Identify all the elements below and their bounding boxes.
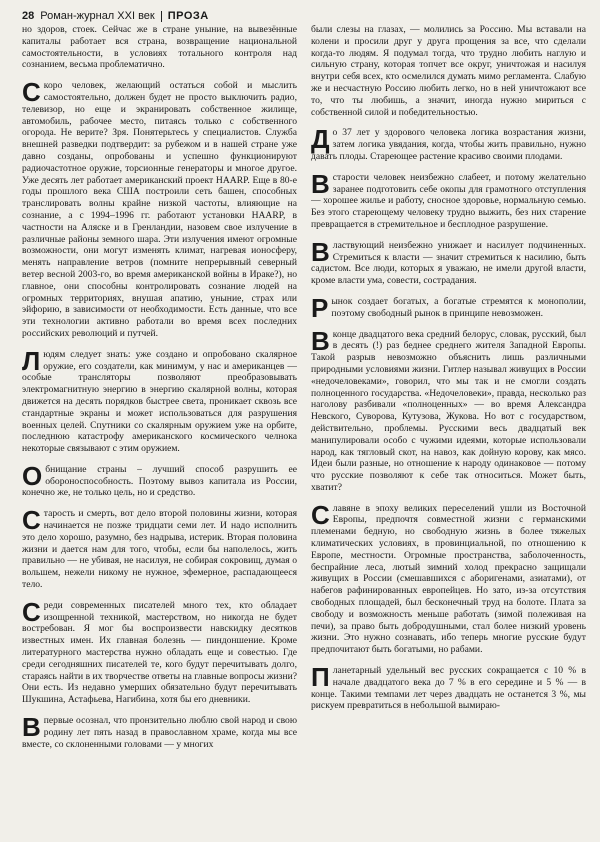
paragraph: Встарости человек неизбежно слабеет, и потому желательно заранее подготовить себе окопы для грамотного отступления — хорошее жилье и работу, сносное здоровье, нормальную семью. Без этого стареющему человеку трудно выжить, без них старение превращается в стремительное и бесплодное разрушение.: [311, 168, 586, 230]
magazine-title: Роман-журнал XXI век: [40, 10, 155, 22]
paragraph: Властвующий неизбежно унижает и насилует подчиненных. Стремиться к власти — значит стремиться к насилию, быть садистом. Все люди, которых я уважаю, не имели другой власти, кроме власти ума, совести, сострадания.: [311, 236, 586, 287]
right-column: [311, 24, 586, 842]
paragraph: Планетарный удельный вес русских сокращается с 10 % в начале двадцатого века до 7 % в его середине и 5 % — в конце. Такими темпами лет через двадцать не останется 3 %, мы рискуем превратиться в небольшой вымираю-: [311, 662, 586, 712]
page-number: 28: [22, 10, 35, 22]
paragraph: Старость и смерть, вот дело второй половины жизни, которая начинается не позже тридцати семи лет. И надо исполнить это дело хорошо, разумно, без надрыва, истерик. Вторая половина жизни и дается нам для того, чтобы, если бы наполелось, жить правильно — не убивая, не насилуя, не собирая сокровищ, думая о вольшем, нежели никому не нужное, эфемерное, распадающееся тело.: [22, 505, 297, 591]
left-column: [22, 24, 297, 842]
paragraph: Рынок создает богатых, а богатые стремятся к монополии, поэтому свободный рынок в принципе невозможен.: [311, 292, 586, 323]
paragraph: но здоров, стоек. Сейчас же в стране уныние, на вывезённые капиталы работает вся страна, возвращение национальной самостоятельности, в условиях тотального контроля над сознанием, весьма проблематично.: [22, 24, 297, 71]
article-columns: [22, 24, 586, 842]
header-separator: [161, 11, 162, 22]
paragraph: Скоро человек, желающий остаться собой и мыслить самостоятельно, должен будет не просто выключить радио, телевизор, но еще и экранировать собственное жилище, автомобиль, рабочее место, питаясь только с собственного огорода. Не верите? Зря. Понятерьтесь у специалистов. Служба внешней разведки подтвердит: за рубежом и в нашей стране уже давно созданы, опробованы и успешно функционируют радиочастотное оружие, торсионные генераторы и многое другое. Уже десять лет работает американский проект HAARP. Еще в 80-е годы прошлого века США построили сеть башен, способных транслировать волны крайне низкой частоты, влияющие на сознание, а с 1994–1996 гг. работают установки HAARP, в частности на Аляске и в Гренландии, назовем свое излучение в различные районы земного шара. Эти излучения имеют огромные возможности, они могут изменять климат, нагревая ионосферу, менять направление ветров (помните непрерывный северный ветер весной 2003-го, во время американской войны в Ираке?), но главное, они способны контролировать сознание людей на огромных территориях, внушая апатию, уныние, страх или эйфорию, в зависимости от необходимости. Есть данные, что все эти технологии активно работали во время всех последних российских революций и путчей.: [22, 77, 297, 339]
section-title: ПРОЗА: [167, 10, 209, 22]
paragraph: Славяне в эпоху великих переселений ушли из Восточной Европы, предпочтя совместной жизни с германскими племенами бедную, но свободную жизнь в более тяжелых климатических условиях, в провинциальной, по отношению к Европе, местности. Огромные пространства, заболоченность, беспрайние леса, лютый зимний холод прекрасно защищали живущих в России (смешавшихся с аборигенами, азиатами), от набегов рафинированных европейцев. Но зато, из-за отсутствия свободных площадей, был бесконечный труд на болоте. Плата за свободу и возможность меньше работать (зимой полеживая на печи), за право быть добродушными, стал более низкий уровень жизни. Это нужно сознавать, ибо теперь многие русские будут предпочитают быть богатыми, но рабами.: [311, 499, 586, 656]
paragraph: Среди современных писателей много тех, кто обладает изощренной техникой, мастерством, но никогда не будет востребован. Я мог бы воспроизвести навскидку десятков известных имен. Их главная болезнь — пиндоншение. Кроме литературного мастерства нужно обладать еще и совестью. Где среди сегодняшних писателей те, кого будут перечитывать долго, стараясь найти в их творчестве ответы на главные вопросы жизни? Они есть. Из недавно умерших обязательно будут перечитывать Шукшина, Астафьева, Нагибина, хотя бы его дневники.: [22, 596, 297, 706]
paragraph: Вконце двадцатого века средний белорус, словак, русский, был в десять (!) раз беднее среднего жителя Западной Европы. Такой разрыв невозможно объяснить лишь различными природными условиями жизни. Гитлер называл живущих в России «недочеловеками», говорил, что мы так и не смогли создать полноценного государства. «Недочеловеки», правда, несколько раз наголову разбивали «полноценных» — во время Александра Невского, Суворова, Кутузова, Жукова. Но вот с государством, действительно, проблемы. Русскими весь двадцатый век манипулировали особо с чужими идеями, которые использовали народ, как тягловый скот, на навоз, как дойную корову, как мясо. Идеи были разные, но отношение к народу одинаковое — потому что русские позволяют к себе так относиться. Может быть, хватит?: [311, 325, 586, 493]
paragraph: Обнищание страны – лучший способ разрушить ее обороноспособность. Поэтому вывоз капитала из России, конечно же, не только цель, но и средство.: [22, 460, 297, 499]
page-header: [22, 8, 586, 24]
paragraph: До 37 лет у здорового человека логика возрастания жизни, затем логика увядания, когда, чтобы жить правильно, нужно давать плоды. Стареющее растение красиво своими плодами.: [311, 124, 586, 162]
paragraph: были слезы на глазах, — молились за Россию. Мы вставали на колени и просили друг у друга прощения за все, что сделали когда-то людям. Я подумал тогда, что трудно любить наглую и сильную страну, которая топчет все округ, уничтожая и насилуя внутри себя всех, кто осмелился думать мимо регламента. Слабую же и несчастную Россию любить легко, но в ней уничтожают все то, что ты любишь, а значит, иногда нужно мириться с собственной силой и победительностью.: [311, 24, 586, 118]
paragraph: Людям следует знать: уже создано и опробовано скалярное оружие, его создатели, как минимум, у нас и американцев — особые трансляторы позволяют преобразовывать электромагнитную энергию в энергию скалярной волны, которая движется на десять порядков быстрее света, проникает сквозь все стандартные экраны и может использоваться для разрушения военных целей. Спутники со скалярным оружием уже на орбите, последнюю катастрофу американского космического челнока некоторые связывают с этим оружием.: [22, 345, 297, 455]
paragraph: Впервые осознал, что пронзительно люблю свой народ и свою родину лет пять назад в православном храме, когда мы все вместе, со склоненными головами — у многих: [22, 712, 297, 750]
